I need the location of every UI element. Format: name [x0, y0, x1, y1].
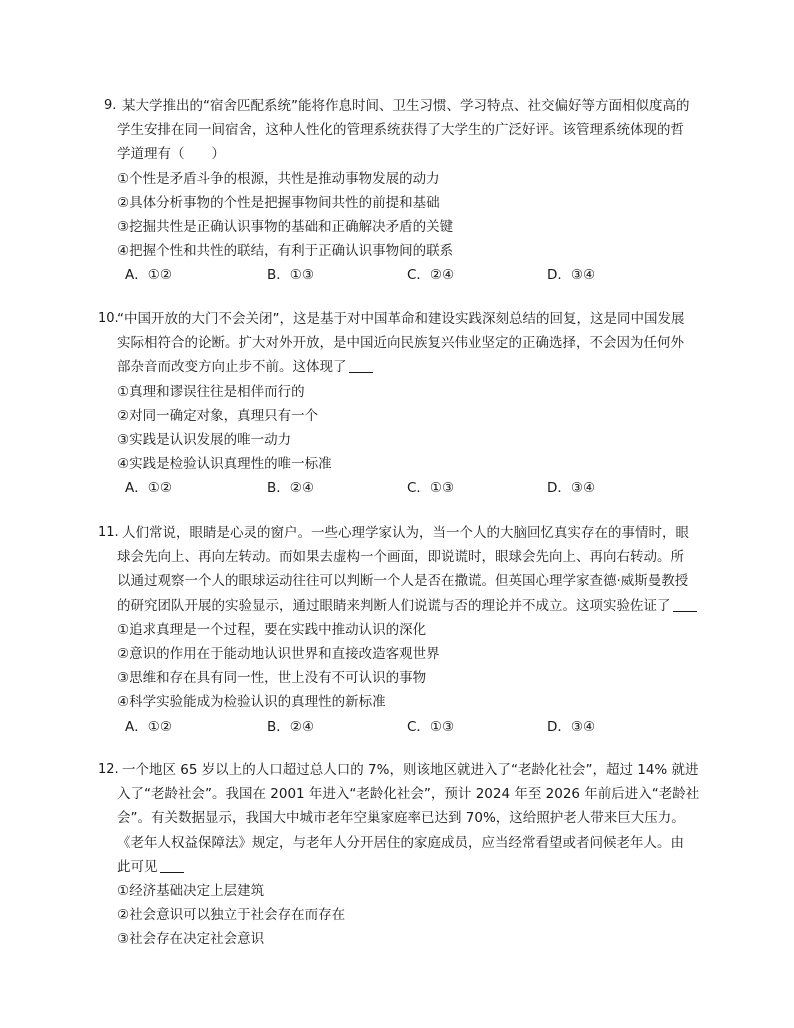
question-line-text	[117, 355, 373, 379]
choice-c[interactable]: C．②④	[407, 267, 455, 284]
option-1: ①真理和谬误往往是相伴而行的	[117, 383, 305, 400]
option-4: ④把握个性和共性的联结，有利于正确认识事物间的联系	[117, 243, 454, 260]
question-line: “中国开放的大门不会关闭”，这是基于对中国革命和建设实践深刻总结的回复，这是同中国发展	[117, 311, 685, 327]
option-1: ①追求真理是一个过程，要在实践中推动认识的深化	[117, 621, 427, 638]
question-line-text: 球会先向上、再向左转动。而如果去虚构一个画面，即说谎时，眼球会先向上、再向右转动。所	[117, 549, 684, 566]
question-line	[104, 782, 704, 806]
option-3: ③挖掘共性是正确认识事物的基础和正确解决矛盾的关键	[117, 218, 454, 235]
question-text	[98, 758, 704, 782]
choice-d[interactable]: D．③④	[547, 718, 596, 735]
question-line-text: 实际相符合的论断。扩大对外开放，是中国近向民族复兴伟业坚定的正确选择，不会因为任何外	[117, 335, 684, 352]
question-line	[104, 855, 704, 879]
question-number: 12.	[98, 762, 119, 777]
question-10	[98, 307, 704, 500]
choice-c[interactable]: C．①③	[407, 718, 455, 735]
question-number: 9.	[104, 98, 117, 113]
question-line: 人们常说，眼睛是心灵的窗户。一些心理学家认为，当一个人的大脑回忆真实存在的事情时，眼	[122, 525, 689, 541]
option-4: ④科学实验能成为检验认识的真理性的新标准	[117, 694, 386, 711]
option-1: ①个性是矛盾斗争的根源，共性是推动事物发展的动力	[117, 170, 440, 187]
choice-c[interactable]: C．①③	[407, 480, 455, 497]
question-9	[104, 94, 704, 287]
question-number: 10.	[98, 311, 119, 326]
question-line	[104, 355, 704, 379]
question-text	[104, 94, 704, 118]
question-line	[104, 545, 704, 569]
question-line	[104, 118, 704, 142]
option-3: ③思维和存在具有同一性，世上没有不可认识的事物	[117, 670, 427, 687]
choice-b[interactable]: B．②④	[267, 718, 314, 735]
choice-d[interactable]: D．③④	[547, 480, 596, 497]
question-text	[98, 307, 704, 331]
answer-blank	[160, 858, 184, 873]
question-stem-end: 此可见	[117, 858, 158, 875]
choice-b[interactable]: B．②④	[267, 480, 314, 497]
option-1: ①经济基础决定上层建筑	[117, 882, 265, 899]
question-line-text: 入了“老龄社会”。我国在 2001 年进入“老龄化社会”，预计 2024 年至 2026 年前后进入“老龄社	[117, 786, 700, 803]
question-line-text	[117, 855, 184, 879]
question-line	[104, 831, 704, 855]
answer-choices	[104, 476, 704, 500]
option-2: ②具体分析事物的个性是把握事物间共性的前提和基础	[117, 194, 440, 211]
question-line-text: 会”。有关数据显示，我国大中城市老年空巢家庭率已达到 70%，这给照护老人带来巨大压力。	[117, 810, 685, 827]
question-line	[104, 331, 704, 355]
question-number: 11.	[98, 525, 119, 540]
question-line-text: 以通过观察一个人的眼球运动往往可以判断一个人是否在撒谎。但英国心理学家查德·威斯曼教授	[117, 573, 689, 590]
question-line-text	[117, 594, 697, 618]
option-3: ③实践是认识发展的唯一动力	[117, 431, 292, 448]
answer-choices	[104, 715, 704, 739]
answer-blank	[673, 597, 697, 612]
question-line	[104, 142, 704, 166]
option-2: ②意识的作用在于能动地认识世界和直接改造客观世界	[117, 645, 440, 662]
answer-blank	[349, 358, 373, 373]
question-line: 一个地区 65 岁以上的人口超过总人口的 7%，则该地区就进入了“老龄化社会”，超过 14% 就进	[122, 762, 699, 778]
answer-choices	[104, 263, 704, 287]
question-line: 某大学推出的“宿舍匹配系统”能将作息时间、卫生习惯、学习特点、社交偏好等方面相似度高的	[122, 98, 690, 114]
choice-a[interactable]: A．①②	[125, 718, 172, 735]
option-3: ③社会存在决定社会意识	[117, 931, 265, 948]
question-stem-end: 部杂音而改变方向止步不前。这体现了	[117, 359, 347, 376]
option-2: ②社会意识可以独立于社会存在而存在	[117, 907, 346, 924]
question-line-text: 学生安排在同一间宿舍，这种人性化的管理系统获得了大学生的广泛好评。该管理系统体现的哲	[117, 122, 684, 139]
choice-d[interactable]: D．③④	[547, 267, 596, 284]
question-12	[98, 758, 704, 952]
question-line	[104, 569, 704, 593]
question-line	[104, 594, 704, 618]
question-line-text: 学道理有（ ）	[117, 146, 225, 163]
question-stem-end: 的研究团队开展的实验显示，通过眼睛来判断人们说谎与否的理论并不成立。这项实验佐证了	[117, 597, 671, 614]
question-text	[98, 521, 704, 545]
option-4: ④实践是检验认识真理性的唯一标准	[117, 456, 332, 473]
question-line-text: 《老年人权益保障法》规定，与老年人分开居住的家庭成员，应当经常看望或者问候老年人。由	[117, 834, 684, 851]
question-11	[98, 521, 704, 739]
choice-a[interactable]: A．①②	[125, 480, 172, 497]
question-line	[104, 806, 704, 830]
option-2: ②对同一确定对象，真理只有一个	[117, 407, 319, 424]
choice-a[interactable]: A．①②	[125, 267, 172, 284]
choice-b[interactable]: B．①③	[267, 267, 314, 284]
